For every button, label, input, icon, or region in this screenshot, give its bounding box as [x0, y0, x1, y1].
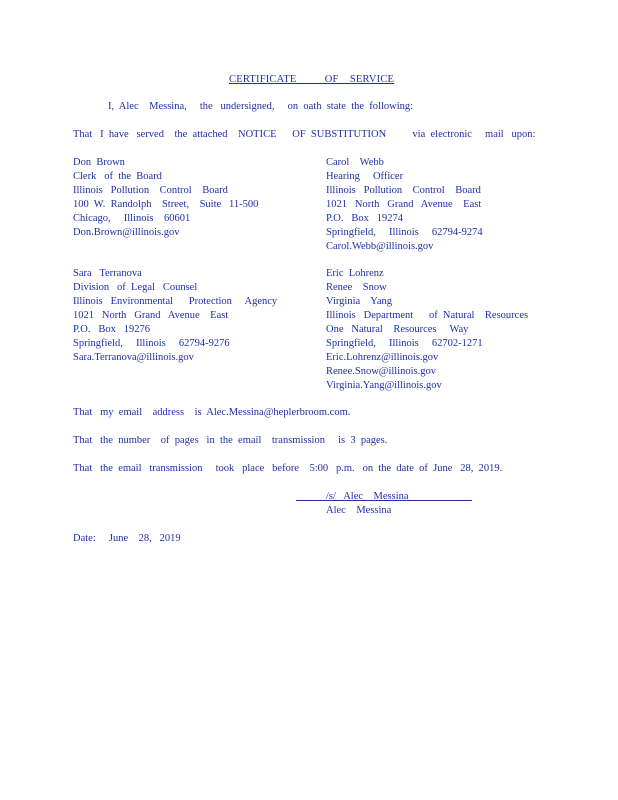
recipient-line: P.O. Box 19274: [326, 213, 404, 224]
electronic-signature: /s/ Alec Messina: [326, 491, 409, 502]
recipient-block-carol-webb: [326, 156, 483, 254]
intro-statement: I, Alec Messina, the undersigned, on oath state the following:: [108, 101, 414, 112]
recipient-email: Carol.Webb@illinois.gov: [326, 241, 434, 252]
recipient-line: Division of Legal Counsel: [73, 282, 198, 293]
page-count-statement: That the number of pages in the email transmission is 3 pages.: [73, 435, 388, 446]
recipient-block-sara-terranova: [73, 267, 277, 365]
recipient-line: Hearing Officer: [326, 171, 404, 182]
recipient-email: Eric.Lohrenz@illinois.gov: [326, 352, 439, 363]
recipient-line: Springfield, Illinois 62702-1271: [326, 338, 483, 349]
certificate-title: CERTIFICATE OF SERVICE: [229, 74, 395, 85]
recipient-line: Virginia Yang: [326, 296, 392, 307]
served-statement: That I have served the attached NOTICE OF SUBSTITUTION via electronic mail upon:: [73, 129, 536, 140]
recipient-line: Don Brown: [73, 157, 125, 168]
recipient-line: Clerk of the Board: [73, 171, 162, 182]
transmission-time-statement: That the email transmission took place before 5:00 p.m. on the date of June 28, 2019.: [73, 463, 503, 474]
recipient-line: Illinois Pollution Control Board: [73, 185, 228, 196]
recipient-line: 1021 North Grand Avenue East: [73, 310, 229, 321]
recipient-email: Sara.Terranova@illinois.gov: [73, 352, 194, 363]
recipient-line: P.O. Box 19276: [73, 324, 151, 335]
recipient-line: Eric Lohrenz: [326, 268, 384, 279]
recipient-email: Renee.Snow@illinois.gov: [326, 366, 436, 377]
recipient-line: Springfield, Illinois 62794-9276: [73, 338, 230, 349]
recipient-line: Illinois Department of Natural Resources: [326, 310, 529, 321]
recipient-line: Renee Snow: [326, 282, 387, 293]
signer-name: Alec Messina: [326, 505, 392, 516]
recipient-line: 1021 North Grand Avenue East: [326, 199, 482, 210]
recipient-line: One Natural Resources Way: [326, 324, 469, 335]
recipient-line: Carol Webb: [326, 157, 384, 168]
recipient-block-dnr: [326, 267, 528, 393]
recipient-line: Chicago, Illinois 60601: [73, 213, 191, 224]
recipient-block-don-brown: [73, 156, 258, 240]
recipient-line: Sara Terranova: [73, 268, 142, 279]
certificate-date: Date: June 28, 2019: [73, 533, 181, 544]
recipient-line: Springfield, Illinois 62794-9274: [326, 227, 483, 238]
recipient-line: 100 W. Randolph Street, Suite 11-500: [73, 199, 259, 210]
email-address-statement: That my email address is Alec.Messina@heplerbroom.com.: [73, 407, 351, 418]
recipient-email: Don.Brown@illinois.gov: [73, 227, 180, 238]
recipient-line: Illinois Pollution Control Board: [326, 185, 481, 196]
recipient-email: Virginia.Yang@illinois.gov: [326, 380, 442, 391]
recipient-line: Illinois Environmental Protection Agency: [73, 296, 278, 307]
